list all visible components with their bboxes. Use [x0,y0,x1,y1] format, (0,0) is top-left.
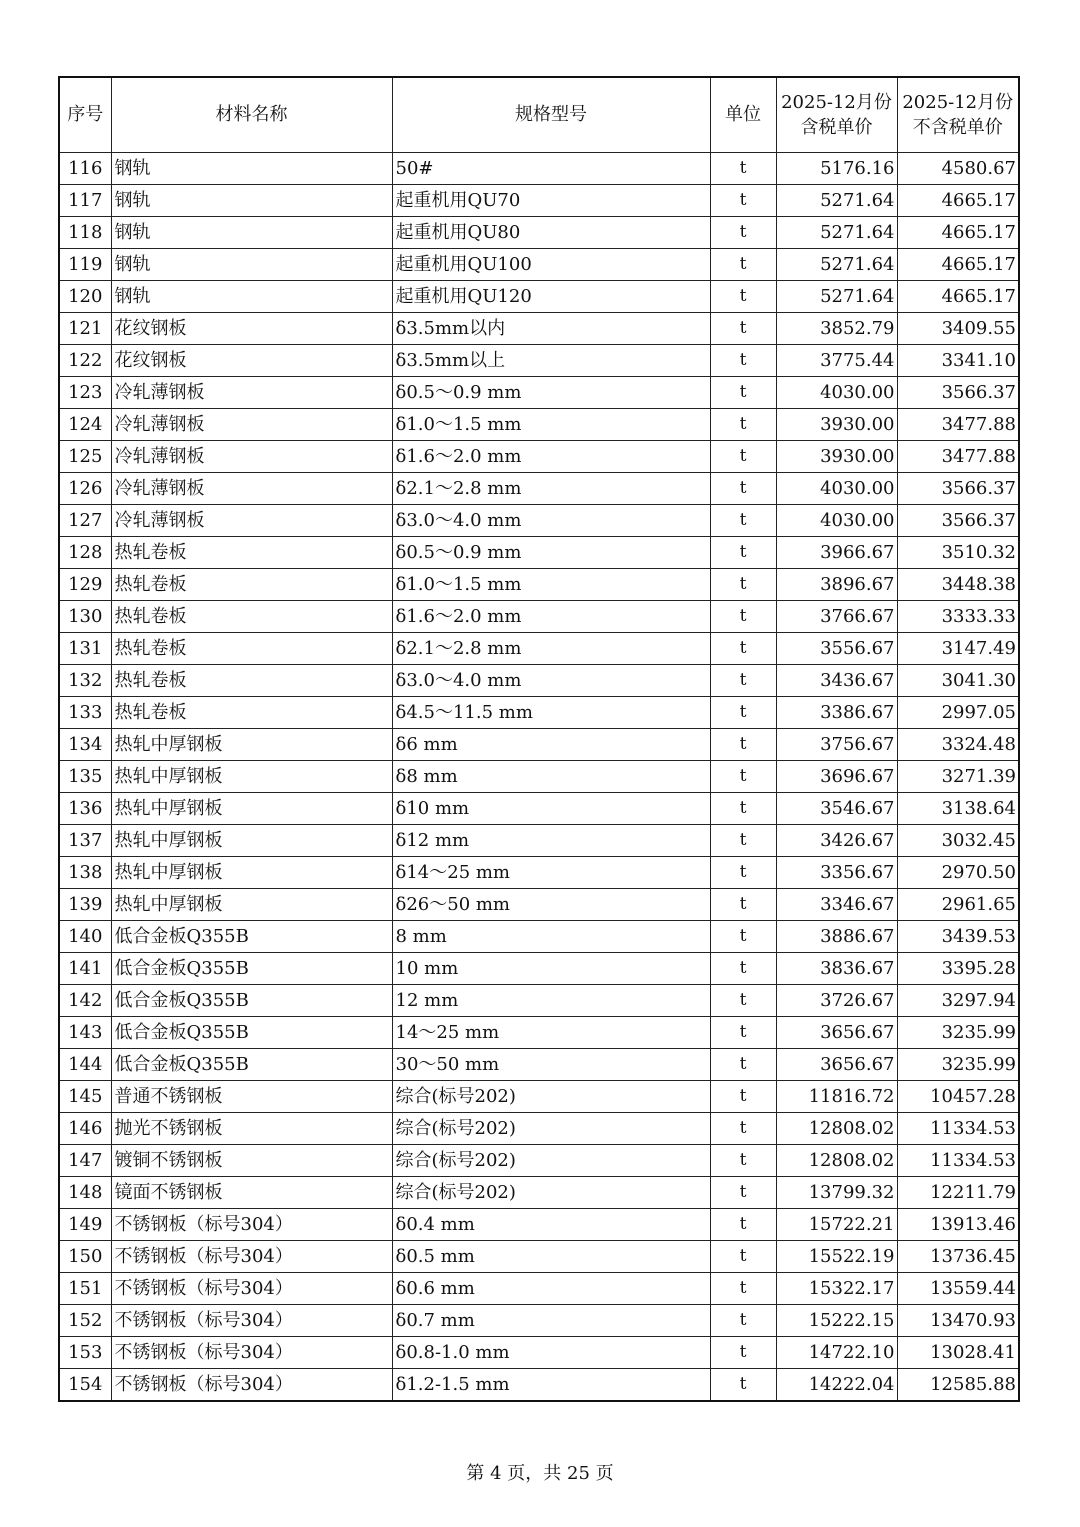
table-row [59,601,1019,633]
row-number: 137 [59,825,111,857]
spec-model-cell: δ3.5mm以内 [392,313,710,345]
material-price-table [58,76,1020,1402]
table-row [59,825,1019,857]
price-without-tax-cell: 3297.94 [897,985,1019,1017]
price-with-tax-cell: 3546.67 [776,793,897,825]
spec-model-cell: 起重机用QU80 [392,217,710,249]
spec-model-cell: 30～50 mm [392,1049,710,1081]
row-number: 125 [59,441,111,473]
row-number: 117 [59,185,111,217]
spec-model-cell: δ3.0～4.0 mm [392,505,710,537]
row-number: 118 [59,217,111,249]
price-with-tax-cell: 4030.00 [776,377,897,409]
spec-model-cell: δ26～50 mm [392,889,710,921]
table-row [59,857,1019,889]
spec-model-cell: δ2.1～2.8 mm [392,633,710,665]
spec-model-cell: δ0.8-1.0 mm [392,1337,710,1369]
row-number: 150 [59,1241,111,1273]
price-with-tax-cell: 15322.17 [776,1273,897,1305]
row-number: 149 [59,1209,111,1241]
price-without-tax-cell: 3566.37 [897,377,1019,409]
unit-cell: t [710,1209,776,1241]
material-name-cell: 镀铜不锈钢板 [111,1145,392,1177]
unit-cell: t [710,1113,776,1145]
row-number: 129 [59,569,111,601]
header-price-without-tax-label: 不含税单价 [912,117,1003,138]
table-row [59,409,1019,441]
row-number: 123 [59,377,111,409]
spec-model-cell: 综合(标号202) [392,1177,710,1209]
unit-cell: t [710,921,776,953]
price-with-tax-cell: 5271.64 [776,249,897,281]
price-without-tax-cell: 3271.39 [897,761,1019,793]
table-row [59,1113,1019,1145]
spec-model-cell: δ0.6 mm [392,1273,710,1305]
price-with-tax-cell: 3836.67 [776,953,897,985]
row-number: 142 [59,985,111,1017]
row-number: 124 [59,409,111,441]
table-row [59,505,1019,537]
price-without-tax-cell: 3235.99 [897,1049,1019,1081]
row-number: 140 [59,921,111,953]
row-number: 116 [59,153,111,185]
price-with-tax-cell: 5271.64 [776,281,897,313]
table-row [59,1369,1019,1402]
price-without-tax-cell: 3477.88 [897,441,1019,473]
material-name-cell: 热轧卷板 [111,665,392,697]
spec-model-cell: δ12 mm [392,825,710,857]
row-number: 153 [59,1337,111,1369]
price-without-tax-cell: 3333.33 [897,601,1019,633]
spec-model-cell: 起重机用QU120 [392,281,710,313]
unit-cell: t [710,473,776,505]
price-without-tax-cell: 13028.41 [897,1337,1019,1369]
header-unit: 单位 [710,77,776,153]
spec-model-cell: δ1.0～1.5 mm [392,569,710,601]
table-row [59,473,1019,505]
material-name-cell: 热轧卷板 [111,601,392,633]
spec-model-cell: δ10 mm [392,793,710,825]
material-name-cell: 热轧卷板 [111,697,392,729]
table-row [59,441,1019,473]
material-name-cell: 热轧中厚钢板 [111,793,392,825]
table-body [59,153,1019,1402]
price-with-tax-cell: 3656.67 [776,1017,897,1049]
spec-model-cell: δ0.5 mm [392,1241,710,1273]
table-row [59,1017,1019,1049]
price-without-tax-cell: 3439.53 [897,921,1019,953]
table-row [59,185,1019,217]
price-without-tax-cell: 3566.37 [897,505,1019,537]
unit-cell: t [710,1017,776,1049]
unit-cell: t [710,1369,776,1402]
row-number: 127 [59,505,111,537]
price-with-tax-cell: 3930.00 [776,441,897,473]
material-name-cell: 低合金板Q355B [111,1017,392,1049]
row-number: 130 [59,601,111,633]
price-with-tax-cell: 3426.67 [776,825,897,857]
price-with-tax-cell: 3766.67 [776,601,897,633]
price-without-tax-cell: 3032.45 [897,825,1019,857]
material-name-cell: 热轧中厚钢板 [111,761,392,793]
material-name-cell: 花纹钢板 [111,313,392,345]
price-with-tax-cell: 3696.67 [776,761,897,793]
price-with-tax-cell: 14722.10 [776,1337,897,1369]
row-number: 146 [59,1113,111,1145]
material-name-cell: 冷轧薄钢板 [111,473,392,505]
unit-cell: t [710,345,776,377]
unit-cell: t [710,953,776,985]
price-without-tax-cell: 2997.05 [897,697,1019,729]
price-without-tax-cell: 10457.28 [897,1081,1019,1113]
table-row [59,217,1019,249]
material-name-cell: 钢轨 [111,153,392,185]
price-with-tax-cell: 12808.02 [776,1113,897,1145]
material-name-cell: 不锈钢板（标号304） [111,1241,392,1273]
spec-model-cell: 综合(标号202) [392,1145,710,1177]
material-name-cell: 钢轨 [111,249,392,281]
price-with-tax-cell: 3356.67 [776,857,897,889]
row-number: 133 [59,697,111,729]
row-number: 128 [59,537,111,569]
table-row [59,345,1019,377]
table-row [59,1337,1019,1369]
price-with-tax-cell: 15522.19 [776,1241,897,1273]
row-number: 152 [59,1305,111,1337]
unit-cell: t [710,1241,776,1273]
unit-cell: t [710,1081,776,1113]
price-with-tax-cell: 14222.04 [776,1369,897,1402]
price-without-tax-cell: 11334.53 [897,1145,1019,1177]
table-header-row [59,77,1019,153]
header-price-with-tax [776,77,897,153]
price-without-tax-cell: 3324.48 [897,729,1019,761]
price-with-tax-cell: 5271.64 [776,217,897,249]
price-with-tax-cell: 3556.67 [776,633,897,665]
unit-cell: t [710,985,776,1017]
row-number: 147 [59,1145,111,1177]
table-row [59,1241,1019,1273]
unit-cell: t [710,537,776,569]
header-price-without-tax [897,77,1019,153]
row-number: 143 [59,1017,111,1049]
price-without-tax-cell: 11334.53 [897,1113,1019,1145]
row-number: 151 [59,1273,111,1305]
price-without-tax-cell: 3395.28 [897,953,1019,985]
spec-model-cell: δ2.1～2.8 mm [392,473,710,505]
price-with-tax-cell: 3930.00 [776,409,897,441]
unit-cell: t [710,441,776,473]
price-with-tax-cell: 5271.64 [776,185,897,217]
row-number: 148 [59,1177,111,1209]
price-with-tax-cell: 3775.44 [776,345,897,377]
header-price-with-tax-label: 含税单价 [800,117,873,138]
unit-cell: t [710,825,776,857]
price-with-tax-cell: 15222.15 [776,1305,897,1337]
spec-model-cell: 综合(标号202) [392,1113,710,1145]
spec-model-cell: δ1.6～2.0 mm [392,601,710,633]
price-with-tax-cell: 3346.67 [776,889,897,921]
spec-model-cell: δ6 mm [392,729,710,761]
price-without-tax-cell: 2970.50 [897,857,1019,889]
material-name-cell: 低合金板Q355B [111,921,392,953]
table-row [59,793,1019,825]
price-with-tax-cell: 5176.16 [776,153,897,185]
unit-cell: t [710,697,776,729]
unit-cell: t [710,313,776,345]
price-without-tax-cell: 2961.65 [897,889,1019,921]
unit-cell: t [710,729,776,761]
spec-model-cell: δ0.4 mm [392,1209,710,1241]
price-with-tax-cell: 3886.67 [776,921,897,953]
price-with-tax-cell: 3966.67 [776,537,897,569]
table-row [59,153,1019,185]
spec-model-cell: δ0.5～0.9 mm [392,377,710,409]
spec-model-cell: δ4.5～11.5 mm [392,697,710,729]
row-number: 135 [59,761,111,793]
header-price-with-tax-period: 2025-12月份 [781,92,892,113]
price-with-tax-cell: 3852.79 [776,313,897,345]
material-name-cell: 热轧中厚钢板 [111,857,392,889]
material-name-cell: 钢轨 [111,281,392,313]
unit-cell: t [710,665,776,697]
material-name-cell: 热轧卷板 [111,569,392,601]
price-without-tax-cell: 3147.49 [897,633,1019,665]
unit-cell: t [710,1337,776,1369]
material-name-cell: 冷轧薄钢板 [111,377,392,409]
spec-model-cell: 起重机用QU70 [392,185,710,217]
row-number: 132 [59,665,111,697]
price-without-tax-cell: 4665.17 [897,217,1019,249]
unit-cell: t [710,601,776,633]
unit-cell: t [710,185,776,217]
price-without-tax-cell: 12585.88 [897,1369,1019,1402]
table-row [59,569,1019,601]
price-without-tax-cell: 13470.93 [897,1305,1019,1337]
header-spec-model: 规格型号 [392,77,710,153]
table-row [59,761,1019,793]
table-row [59,729,1019,761]
price-with-tax-cell: 4030.00 [776,473,897,505]
price-with-tax-cell: 15722.21 [776,1209,897,1241]
unit-cell: t [710,761,776,793]
material-name-cell: 冷轧薄钢板 [111,441,392,473]
header-price-without-tax-period: 2025-12月份 [902,92,1014,113]
material-name-cell: 花纹钢板 [111,345,392,377]
row-number: 154 [59,1369,111,1402]
spec-model-cell: 50# [392,153,710,185]
unit-cell: t [710,217,776,249]
spec-model-cell: 10 mm [392,953,710,985]
price-with-tax-cell: 3726.67 [776,985,897,1017]
unit-cell: t [710,377,776,409]
table-row [59,1081,1019,1113]
price-without-tax-cell: 13913.46 [897,1209,1019,1241]
spec-model-cell: δ3.5mm以上 [392,345,710,377]
unit-cell: t [710,569,776,601]
price-with-tax-cell: 3756.67 [776,729,897,761]
price-without-tax-cell: 13559.44 [897,1273,1019,1305]
spec-model-cell: δ0.7 mm [392,1305,710,1337]
unit-cell: t [710,633,776,665]
price-without-tax-cell: 4665.17 [897,281,1019,313]
price-with-tax-cell: 12808.02 [776,1145,897,1177]
table-row [59,697,1019,729]
table-row [59,281,1019,313]
row-number: 122 [59,345,111,377]
price-without-tax-cell: 3448.38 [897,569,1019,601]
table-row [59,1049,1019,1081]
spec-model-cell: δ1.6～2.0 mm [392,441,710,473]
row-number: 144 [59,1049,111,1081]
row-number: 141 [59,953,111,985]
spec-model-cell: δ0.5～0.9 mm [392,537,710,569]
table-row [59,1145,1019,1177]
unit-cell: t [710,1305,776,1337]
price-without-tax-cell: 13736.45 [897,1241,1019,1273]
material-name-cell: 普通不锈钢板 [111,1081,392,1113]
material-name-cell: 低合金板Q355B [111,953,392,985]
price-with-tax-cell: 3896.67 [776,569,897,601]
spec-model-cell: 14～25 mm [392,1017,710,1049]
material-name-cell: 不锈钢板（标号304） [111,1209,392,1241]
table-row [59,889,1019,921]
material-name-cell: 低合金板Q355B [111,1049,392,1081]
price-without-tax-cell: 3235.99 [897,1017,1019,1049]
header-material-name: 材料名称 [111,77,392,153]
table-row [59,249,1019,281]
table-row [59,1177,1019,1209]
material-name-cell: 钢轨 [111,185,392,217]
material-name-cell: 热轧卷板 [111,537,392,569]
material-name-cell: 热轧中厚钢板 [111,889,392,921]
material-name-cell: 不锈钢板（标号304） [111,1337,392,1369]
price-without-tax-cell: 3409.55 [897,313,1019,345]
row-number: 120 [59,281,111,313]
price-without-tax-cell: 4665.17 [897,185,1019,217]
price-with-tax-cell: 3436.67 [776,665,897,697]
table-row [59,665,1019,697]
material-name-cell: 热轧中厚钢板 [111,729,392,761]
spec-model-cell: δ1.0～1.5 mm [392,409,710,441]
unit-cell: t [710,857,776,889]
spec-model-cell: 综合(标号202) [392,1081,710,1113]
spec-model-cell: δ8 mm [392,761,710,793]
table-row [59,985,1019,1017]
unit-cell: t [710,1273,776,1305]
price-with-tax-cell: 3656.67 [776,1049,897,1081]
row-number: 138 [59,857,111,889]
material-name-cell: 低合金板Q355B [111,985,392,1017]
unit-cell: t [710,409,776,441]
table-row [59,537,1019,569]
unit-cell: t [710,249,776,281]
material-name-cell: 冷轧薄钢板 [111,409,392,441]
price-without-tax-cell: 3510.32 [897,537,1019,569]
material-name-cell: 不锈钢板（标号304） [111,1305,392,1337]
row-number: 121 [59,313,111,345]
material-name-cell: 不锈钢板（标号304） [111,1369,392,1402]
row-number: 131 [59,633,111,665]
header-no: 序号 [59,77,111,153]
material-name-cell: 不锈钢板（标号304） [111,1273,392,1305]
material-name-cell: 热轧卷板 [111,633,392,665]
table-row [59,313,1019,345]
table-row [59,633,1019,665]
spec-model-cell: δ1.2-1.5 mm [392,1369,710,1402]
table-row [59,1209,1019,1241]
price-without-tax-cell: 3041.30 [897,665,1019,697]
row-number: 145 [59,1081,111,1113]
table-row [59,377,1019,409]
unit-cell: t [710,153,776,185]
spec-model-cell: 12 mm [392,985,710,1017]
price-without-tax-cell: 3138.64 [897,793,1019,825]
material-name-cell: 镜面不锈钢板 [111,1177,392,1209]
price-without-tax-cell: 4580.67 [897,153,1019,185]
spec-model-cell: 起重机用QU100 [392,249,710,281]
table-row [59,921,1019,953]
material-name-cell: 抛光不锈钢板 [111,1113,392,1145]
price-without-tax-cell: 12211.79 [897,1177,1019,1209]
material-name-cell: 钢轨 [111,217,392,249]
material-name-cell: 冷轧薄钢板 [111,505,392,537]
spec-model-cell: 8 mm [392,921,710,953]
spec-model-cell: δ3.0～4.0 mm [392,665,710,697]
table-row [59,1305,1019,1337]
material-name-cell: 热轧中厚钢板 [111,825,392,857]
price-with-tax-cell: 11816.72 [776,1081,897,1113]
price-without-tax-cell: 3341.10 [897,345,1019,377]
unit-cell: t [710,281,776,313]
price-without-tax-cell: 3477.88 [897,409,1019,441]
spec-model-cell: δ14～25 mm [392,857,710,889]
row-number: 126 [59,473,111,505]
table-row [59,953,1019,985]
unit-cell: t [710,889,776,921]
price-table-container [58,76,1020,1402]
price-with-tax-cell: 13799.32 [776,1177,897,1209]
unit-cell: t [710,505,776,537]
price-with-tax-cell: 4030.00 [776,505,897,537]
row-number: 139 [59,889,111,921]
row-number: 119 [59,249,111,281]
row-number: 134 [59,729,111,761]
unit-cell: t [710,793,776,825]
row-number: 136 [59,793,111,825]
unit-cell: t [710,1049,776,1081]
price-without-tax-cell: 4665.17 [897,249,1019,281]
price-without-tax-cell: 3566.37 [897,473,1019,505]
table-row [59,1273,1019,1305]
price-with-tax-cell: 3386.67 [776,697,897,729]
page-number-footer: 第 4 页，共 25 页 [466,1463,614,1484]
unit-cell: t [710,1177,776,1209]
unit-cell: t [710,1145,776,1177]
